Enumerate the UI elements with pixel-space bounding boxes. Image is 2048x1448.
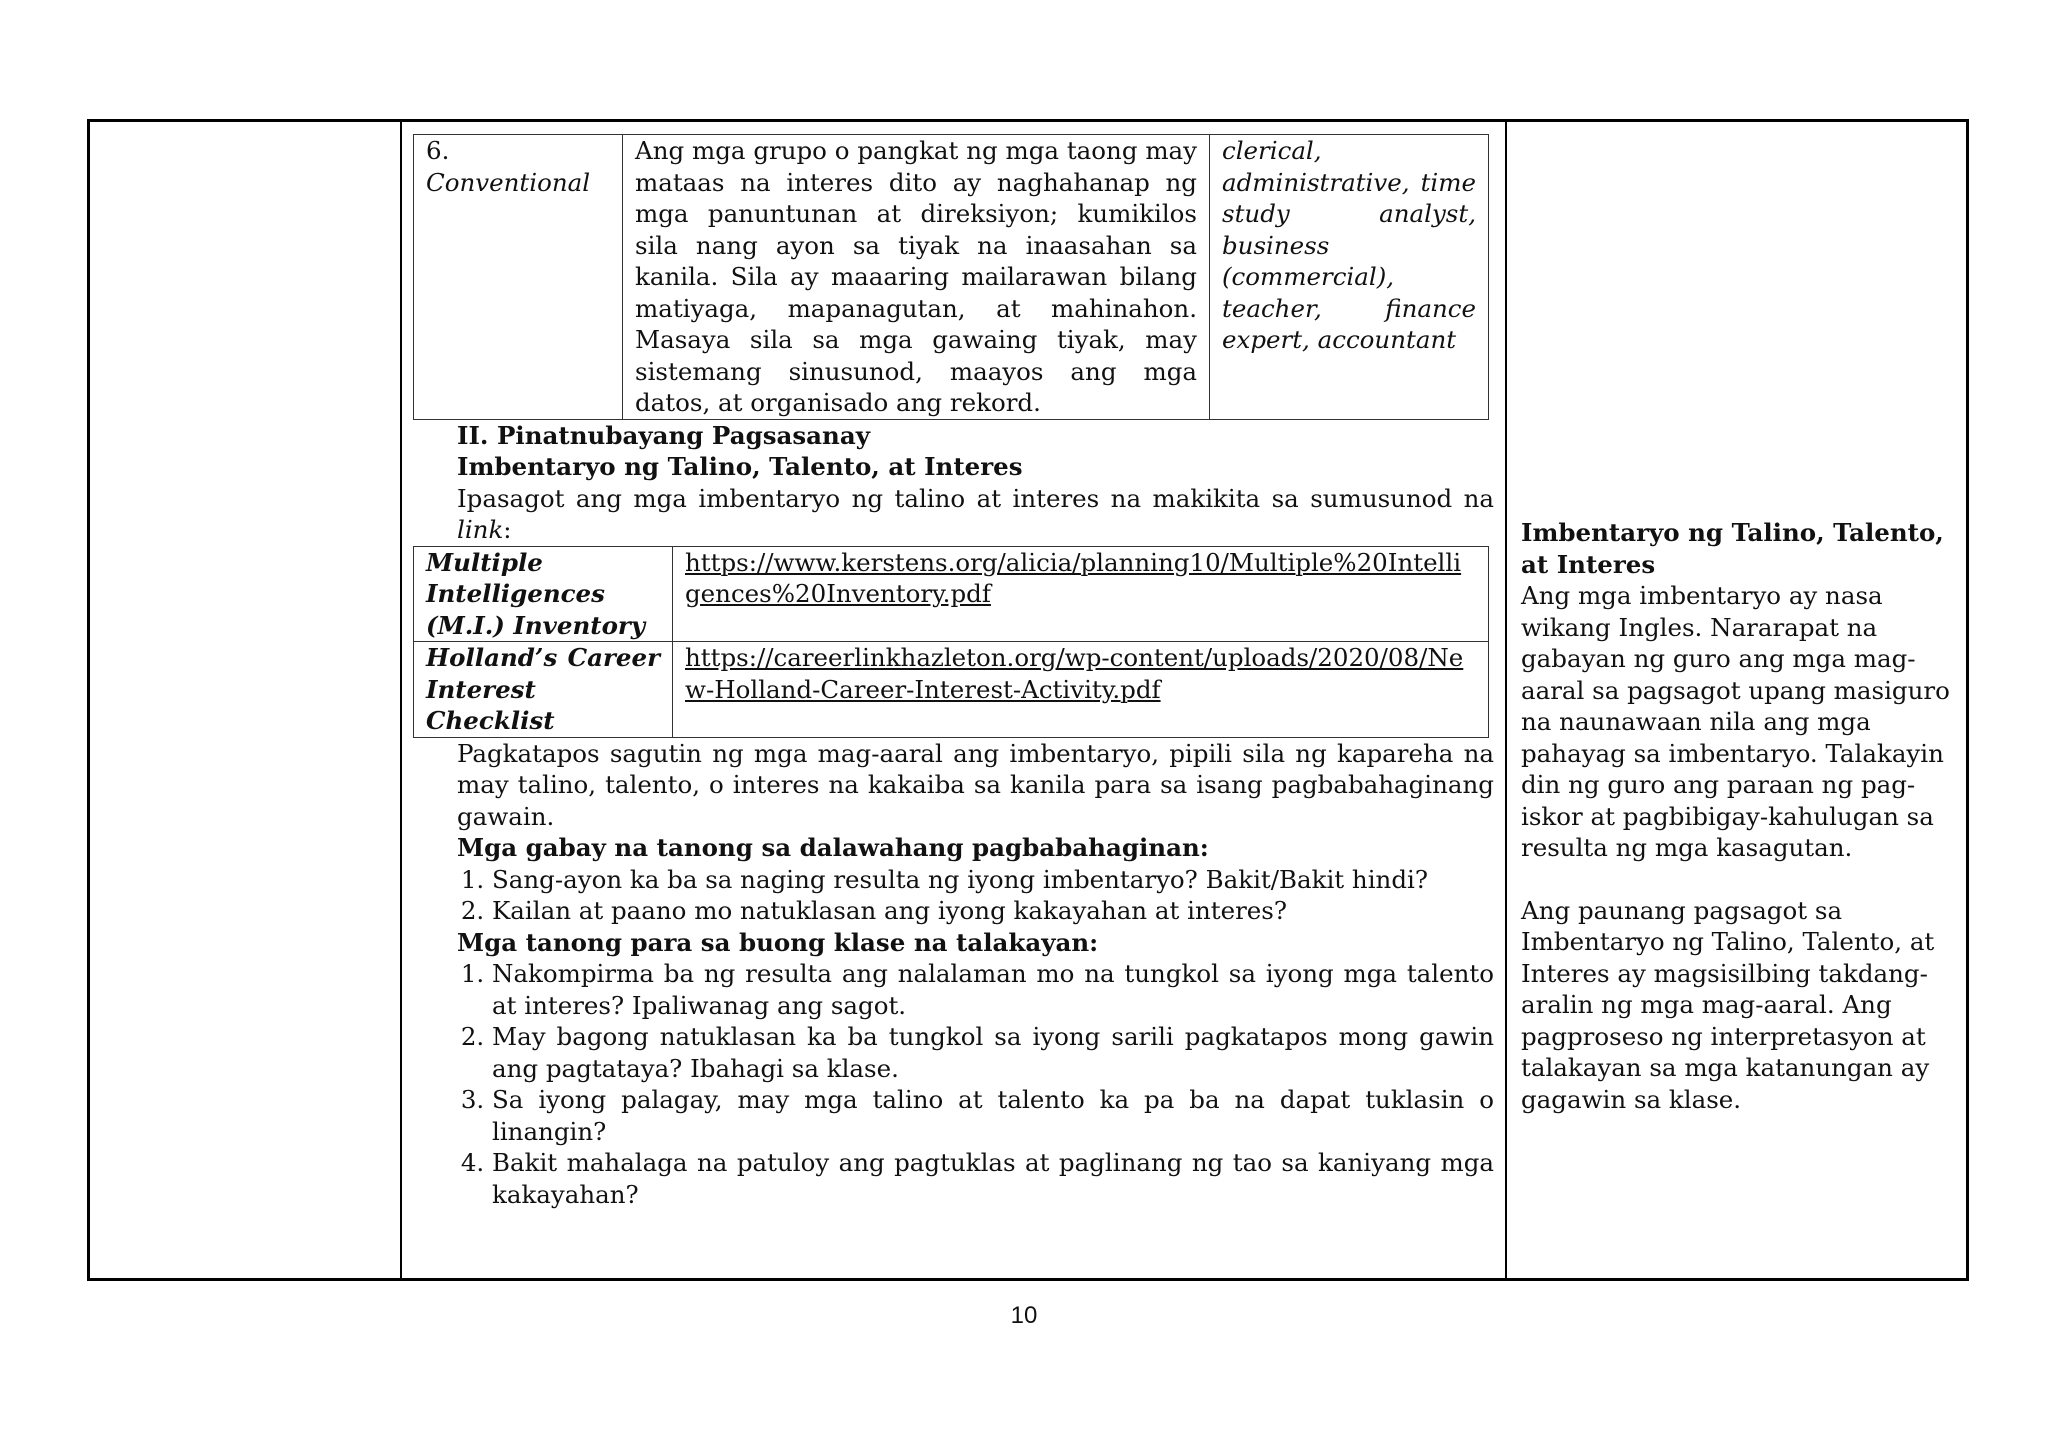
list-item: 4. Bakit mahalaga na patuloy ang pagtuklas at paglinang ng tao sa kaniyang mga kakayahan? [492,1147,1494,1210]
link-word: link [457,515,504,544]
inventory-url-cell [673,546,1489,642]
type-description: Ang mga grupo o pangkat ng mga taong may mataas na interes dito ay naghahanap ng mga panuntunan at direksiyon; kumikilos sila nang ayon sa tiyak na inaasahan sa kanila. Sila ay maaaring mailarawan bilang matiyaga, mapanagutan, at mahinahon. Masaya sila sa mga gawaing tiyak, may sistemang sinusunod, maayos ang mga datos, at organisado ang rekord. [623,135,1210,420]
type-cell [414,135,623,420]
inventory-url-cell [673,642,1489,738]
main-column [402,122,1507,1278]
list-item: 2. Kailan at paano mo natuklasan ang iyong kakayahan at interes? [492,895,1494,927]
list-item: 1. Nakompirma ba ng resulta ang nalalaman mo na tungkol sa iyong mga talento at interes? Ipaliwanag ang sagot. [492,958,1494,1021]
class-questions-heading: Mga tanong para sa buong klase na talakayan: [457,927,1099,957]
inventory-link[interactable]: https://careerlinkhazleton.org/wp-content/uploads/2020/08/New-Holland-Career-Interest-Activity.pdf [685,643,1464,704]
notes-paragraph-1: Ang mga imbentaryo ay nasa wikang Ingles. Nararapat na gabayan ng guro ang mga mag-aaral sa pagsagot upang masiguro na naunawaan nila ang mga pahayag sa imbentaryo. Talakayin din ng guro ang paraan ng pag-iskor at pagbibigay-kahulugan sa resulta ng mga kasagutan. [1521,581,1950,862]
notes-column [1507,122,1966,1278]
type-name: Conventional [426,167,591,197]
intro-paragraph: Ipasagot ang mga imbentaryo ng talino at interes na makikita sa sumusunod na link: [457,483,1494,544]
table-row [414,642,1489,738]
section-subheading: Imbentaryo ng Talino, Talento, at Interes [457,452,1023,481]
inventory-name: Holland’s Career Interest Checklist [414,642,673,738]
list-item: 3. Sa iyong palagay, may mga talino at talento ka pa ba na dapat tuklasin o linangin? [492,1084,1494,1147]
class-questions-list [446,958,1494,1210]
pair-questions-list [446,864,1494,927]
holland-type-table [413,134,1489,420]
inventory-link[interactable]: https://www.kerstens.org/alicia/planning10/Multiple%20Intelligences%20Inventory.pdf [685,547,1462,608]
section-heading: II. Pinatnubayang Pagsasanay [457,420,870,450]
left-column [90,122,402,1278]
lesson-plan-table [87,119,1969,1281]
list-item: 2. May bagong natuklasan ka ba tungkol sa iyong sarili pagkatapos mong gawin ang pagtataya? Ibahagi sa klase. [492,1021,1494,1084]
after-paragraph: Pagkatapos sagutin ng mga mag-aaral ang imbentaryo, pipili sila ng kapareha na may talino, talento, o interes na kakaiba sa kanila para sa isang pagbabahaginang gawain. [457,738,1494,831]
table-row [414,135,1489,420]
page-number: 10 [1010,1302,1038,1329]
notes-heading: Imbentaryo ng Talino, Talento, at Interes [1521,518,1944,579]
pair-questions-heading: Mga gabay na tanong sa dalawahang pagbabahaginan: [457,833,1209,862]
type-number: 6. [426,136,450,165]
type-careers: clerical, administrative, time study analyst, business (commercial), teacher, finance expert, accountant [1210,135,1489,420]
inventory-name: Multiple Intelligences (M.I.) Inventory [414,546,673,642]
list-item: 1. Sang-ayon ka ba sa naging resulta ng iyong imbentaryo? Bakit/Bakit hindi? [492,864,1494,896]
inventory-links-table [413,546,1489,738]
notes-paragraph-2: Ang paunang pagsagot sa Imbentaryo ng Talino, Talento, at Interes ay magsisilbing takdang-aralin ng mga mag-aaral. Ang pagproseso ng interpretasyon at talakayan sa mga katanungan ay gagawin sa klase. [1521,895,1935,1114]
table-row [414,546,1489,642]
